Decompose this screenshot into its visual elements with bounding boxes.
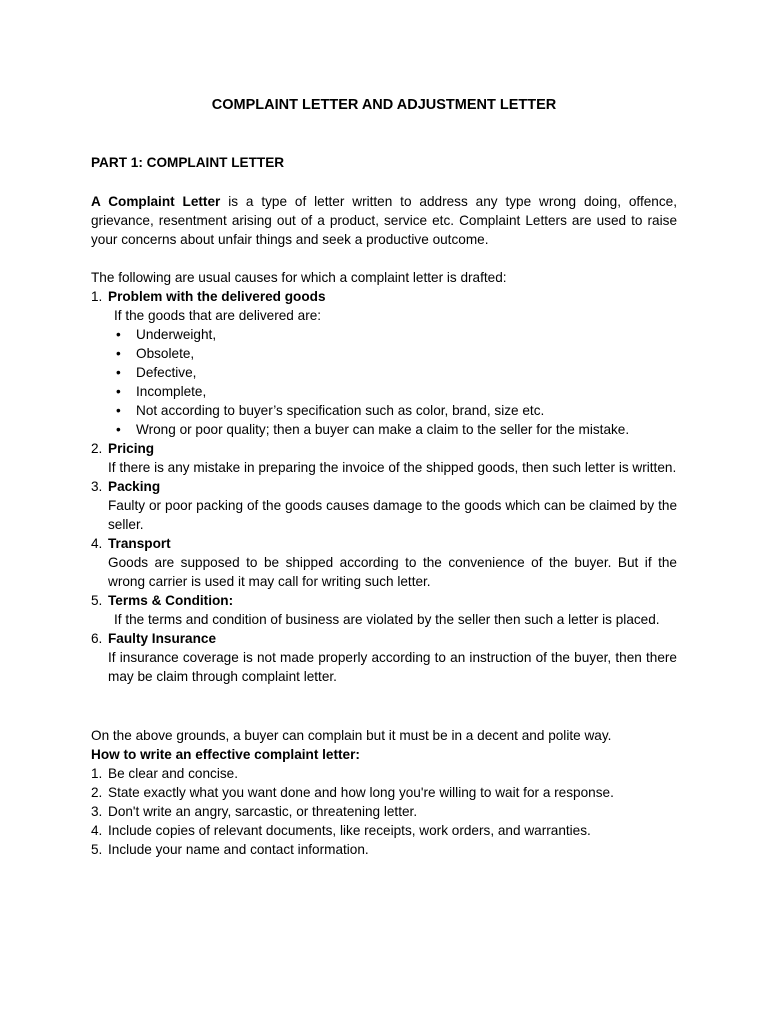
bullet-item: [114, 382, 677, 401]
cause-item: [91, 534, 677, 591]
tip-item: [91, 840, 677, 859]
intro-paragraph: [91, 192, 677, 249]
cause-body: Faulty or poor packing of the goods causes damage to the goods which can be claimed by the seller.: [108, 498, 677, 532]
tip-number: 3.: [91, 804, 103, 819]
tip-number: 2.: [91, 785, 103, 800]
cause-item: [91, 477, 677, 534]
cause-number: 1.: [91, 289, 103, 304]
cause-body: If the goods that are delivered are:: [114, 308, 322, 323]
cause-number: 6.: [91, 631, 103, 646]
cause-number: 5.: [91, 593, 103, 608]
cause-heading: Faulty Insurance: [108, 631, 217, 646]
bullet-item: [114, 325, 677, 344]
bullet-text: Defective,: [136, 365, 197, 380]
tip-number: 1.: [91, 766, 103, 781]
cause-number: 2.: [91, 441, 103, 456]
cause-body: If insurance coverage is not made properly according to an instruction of the buyer, then there may be claim through complaint letter.: [108, 650, 677, 684]
cause-item: [91, 629, 677, 686]
intro-text: is a type of letter written to address any type wrong doing, offence, grievance, resentment arising out of a product, service etc. Complaint Letters are used to raise your concerns about unfair things and seek a productive outcome.: [91, 194, 677, 247]
tips-list: [91, 764, 677, 859]
bullet-text: Wrong or poor quality; then a buyer can make a claim to the seller for the mistake.: [136, 422, 630, 437]
conclusion-section: [91, 726, 677, 859]
cause-item: [91, 439, 677, 477]
bullet-text: Not according to buyer’s specification such as color, brand, size etc.: [136, 403, 545, 418]
bullet-icon: •: [116, 384, 121, 399]
tip-text: State exactly what you want done and how long you're willing to wait for a response.: [108, 785, 614, 800]
cause-number: 3.: [91, 479, 103, 494]
bullet-icon: •: [116, 365, 121, 380]
tip-item: [91, 821, 677, 840]
tip-text: Don't write an angry, sarcastic, or threatening letter.: [108, 804, 418, 819]
cause-body: If the terms and condition of business are violated by the seller then such a letter is placed.: [114, 612, 660, 627]
tip-item: [91, 764, 677, 783]
bullet-text: Incomplete,: [136, 384, 207, 399]
tip-number: 5.: [91, 842, 103, 857]
cause-heading: Terms & Condition:: [108, 593, 234, 608]
tip-text: Be clear and concise.: [108, 766, 238, 781]
bullet-item: [114, 401, 677, 420]
causes-list: [91, 287, 677, 686]
howto-heading: How to write an effective complaint letter:: [91, 747, 360, 762]
bullet-icon: •: [116, 422, 121, 437]
cause-heading: Packing: [108, 479, 161, 494]
cause-heading: Problem with the delivered goods: [108, 289, 326, 304]
bullet-item: [114, 344, 677, 363]
bullet-item: [114, 420, 677, 439]
bullet-text: Underweight,: [136, 327, 217, 342]
document-title: COMPLAINT LETTER AND ADJUSTMENT LETTER: [211, 97, 557, 113]
tip-text: Include copies of relevant documents, like receipts, work orders, and warranties.: [108, 823, 591, 838]
cause-body: If there is any mistake in preparing the invoice of the shipped goods, then such letter is written.: [108, 460, 677, 475]
causes-intro: The following are usual causes for which a complaint letter is drafted:: [91, 270, 507, 285]
cause-body: Goods are supposed to be shipped according to the convenience of the buyer. But if the wrong carrier is used it may call for writing such letter.: [108, 555, 677, 589]
cause-heading: Transport: [108, 536, 171, 551]
bullet-text: Obsolete,: [136, 346, 195, 361]
tip-number: 4.: [91, 823, 103, 838]
bullet-item: [114, 363, 677, 382]
conclusion-text: On the above grounds, a buyer can complain but it must be in a decent and polite way.: [91, 728, 612, 743]
tip-item: [91, 802, 677, 821]
cause-item: [91, 287, 677, 439]
defect-bullet-list: [108, 325, 677, 439]
bullet-icon: •: [116, 327, 121, 342]
cause-heading: Pricing: [108, 441, 155, 456]
cause-item: [91, 591, 677, 629]
bullet-icon: •: [116, 403, 121, 418]
bullet-icon: •: [116, 346, 121, 361]
intro-term: A Complaint Letter: [91, 194, 221, 209]
cause-number: 4.: [91, 536, 103, 551]
part-heading: PART 1: COMPLAINT LETTER: [91, 155, 285, 170]
tip-item: [91, 783, 677, 802]
tip-text: Include your name and contact information.: [108, 842, 369, 857]
